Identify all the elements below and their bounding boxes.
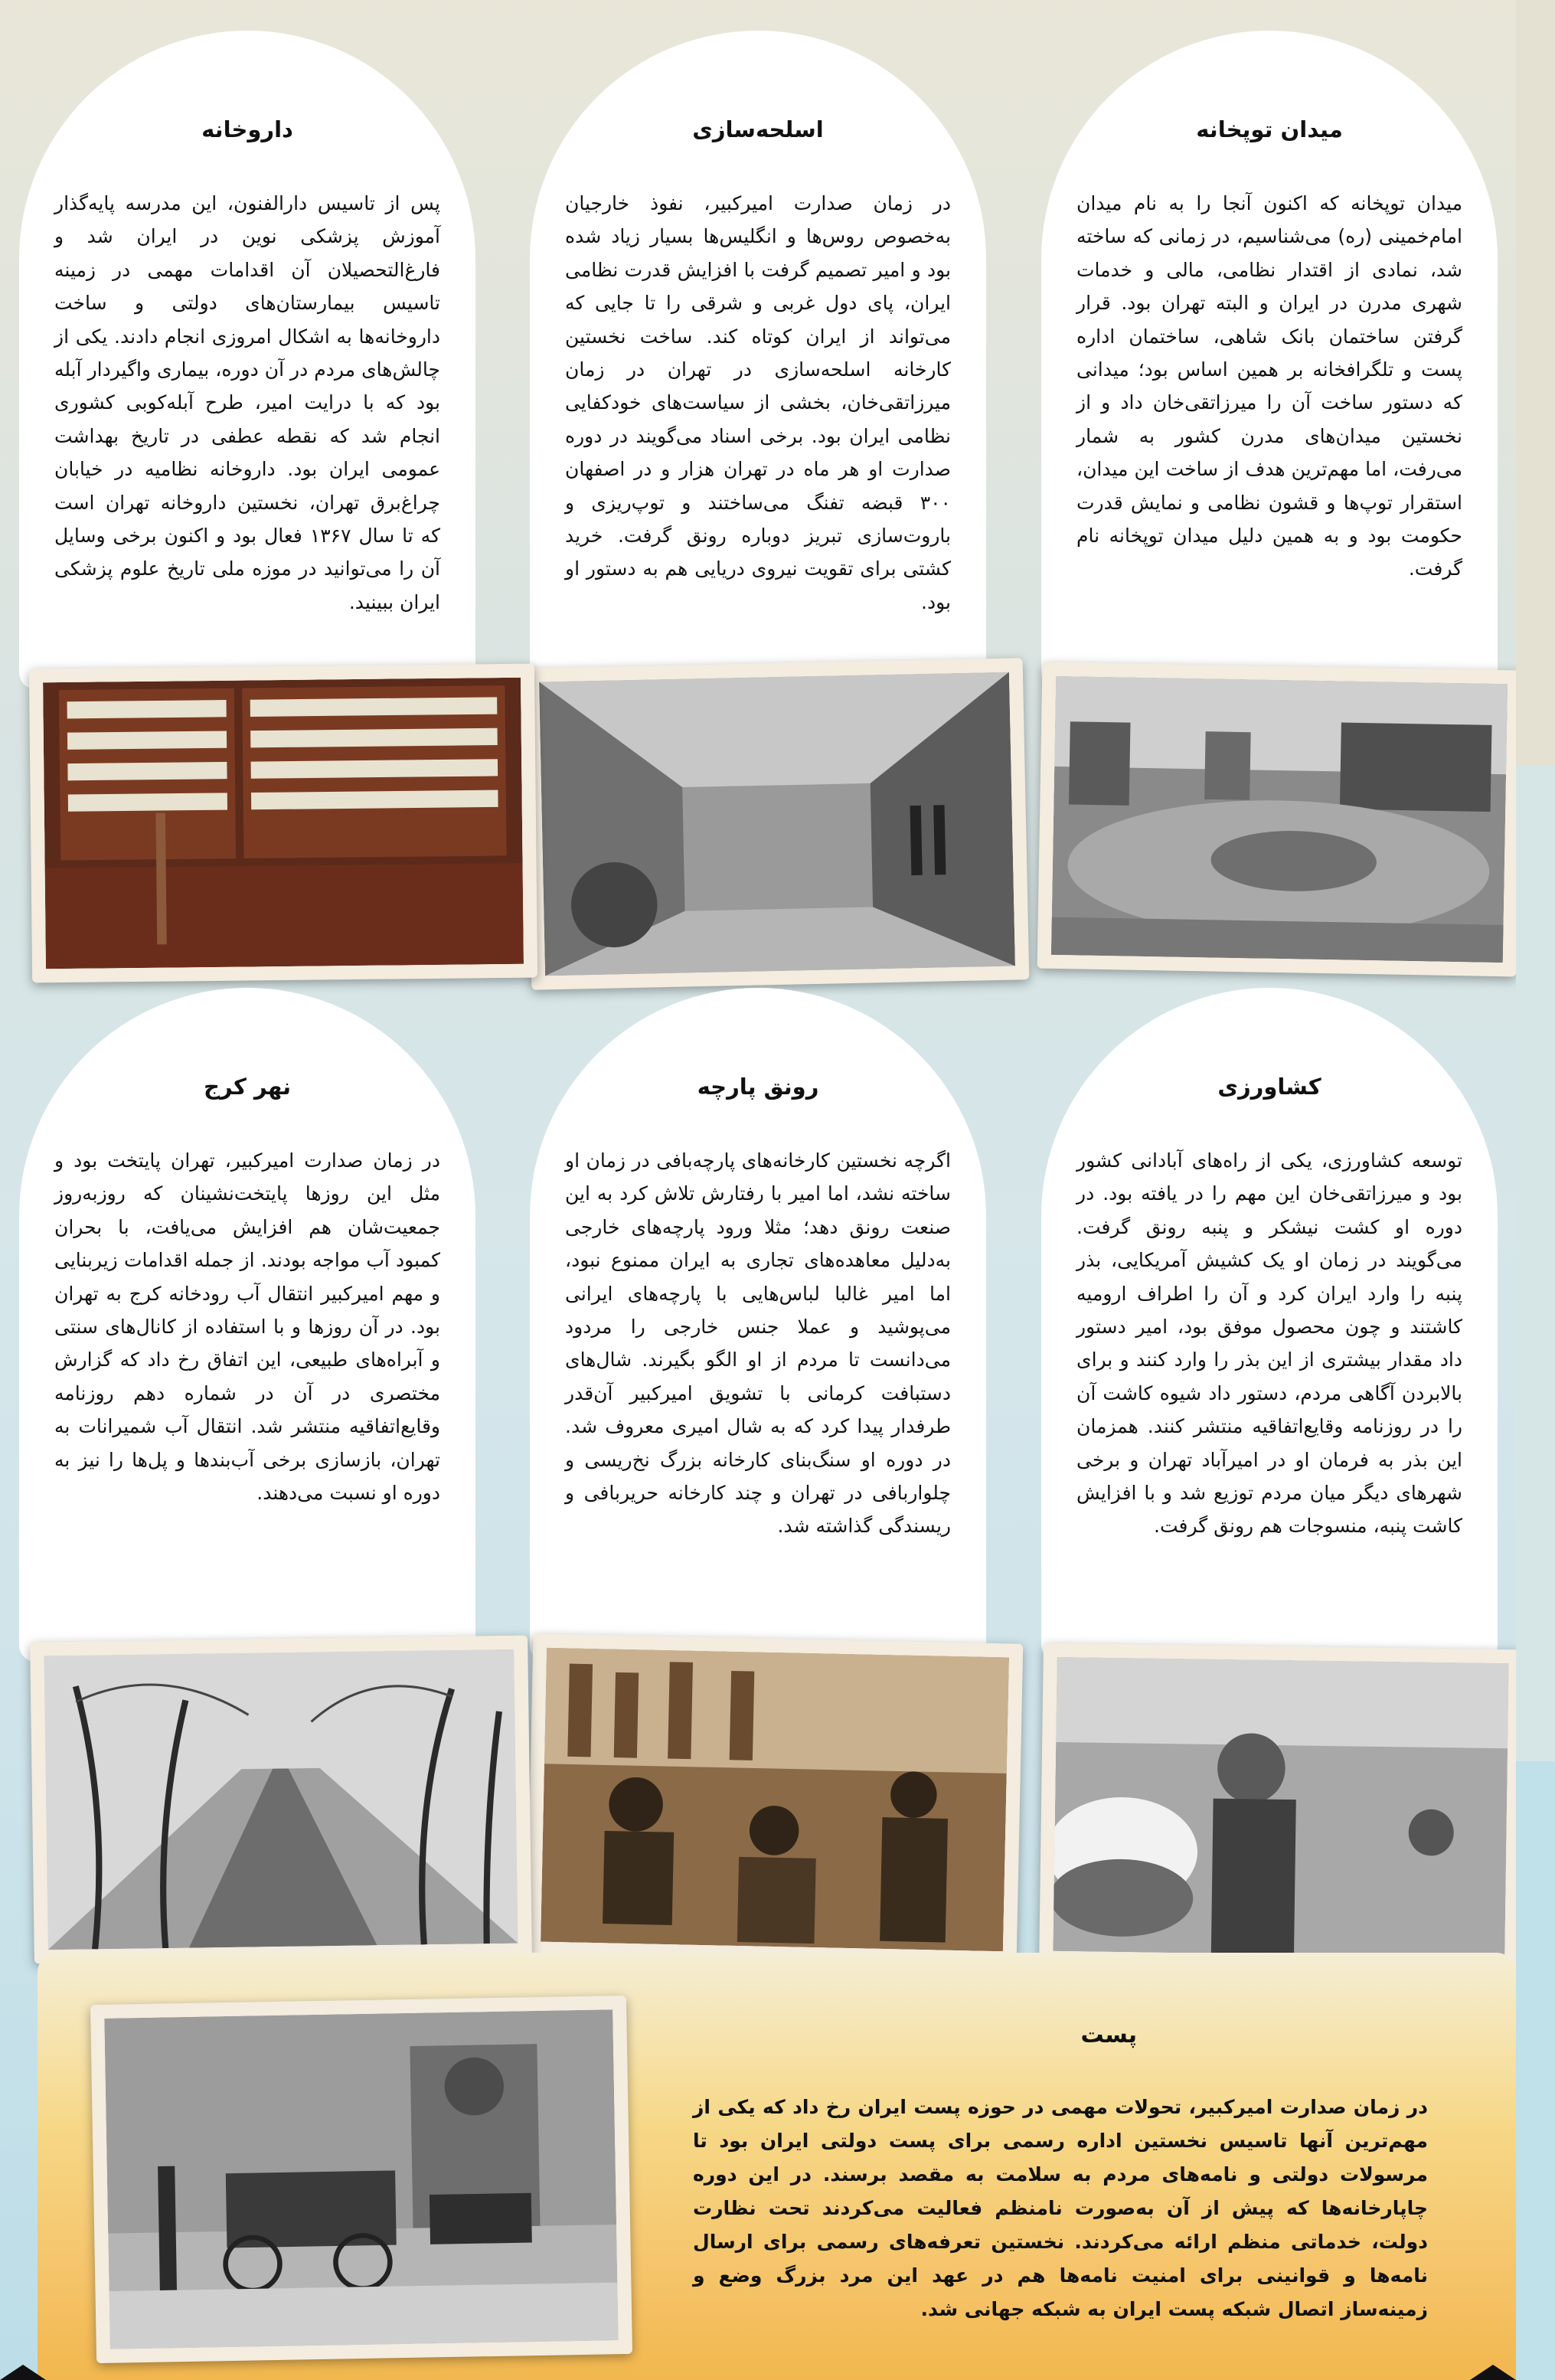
- card-body: در زمان صدارت امیرکبیر، تهران پایتخت بود و مثل این روزها پایتخت‌نشینان که روزبه‌روز جمعیت‌شان هم افزایش می‌یافت، با بحران کمبود آب مواجه بودند. از جمله اقدامات زیربنایی و مهم امیرکبیر انتقال آب رودخانه کرج به تهران بود. در آن روزها و با استفاده از کانال‌های سنتی و آبراه‌های طبیعی، این اتفاق رخ داد که گزارش مختصری در آن در شماره دهم روزنامه وقایع‌اتفاقیه منتشر شد. انتقال آب شمیرانات به تهران، بازسازی برخی آب‌بندها و پل‌ها را نیز به دوره او نسبت می‌دهند.: [54, 1149, 440, 1505]
- card-body: پس از تاسیس دارالفنون، این مدرسه پایه‌گذار آموزش پزشکی نوین در ایران شد و فارغ‌التحصیلان آن اقدامات مهمی در زمینه تاسیس بیمارستان‌های دولتی و ساخت داروخانه‌ها به اشکال امروزی انجام دادند. یکی از چالش‌های مردم در آن دوره، بیماری واگیردار آبله بود که با درایت امیر، طرح آبله‌کوبی کشوری انجام شد که نقطه عطفی در تاریخ بهداشت عمومی ایران بود. داروخانه نظامیه در خیابان چراغ‌برق تهران، نخستین داروخانه تهران است که تا سال ۱۳۶۷ فعال بود و اکنون برخی وسایل آن را می‌توانید در موزه ملی تاریخ علوم پزشکی ایران ببینید.: [54, 192, 440, 613]
- photo-aslahe-sazi: [525, 658, 1030, 990]
- square-photo-icon: [1051, 676, 1508, 963]
- card-ronagh-parche: [530, 988, 986, 1662]
- card-aslahe-sazi: [530, 31, 986, 689]
- card-nahr-karaj: [19, 988, 475, 1662]
- card-title: میدان توپخانه: [1196, 116, 1343, 142]
- photo-darukhane: [29, 664, 537, 983]
- photo-maydan-toopkhane: [1037, 662, 1516, 977]
- post-title: پست: [1080, 2022, 1137, 2048]
- photo-post: [90, 1996, 632, 2363]
- card-body: توسعه کشاورزی، یکی از راه‌های آبادانی کشور بود و میرزاتقی‌خان این مهم را در یافته بود. در دوره او کشت نیشکر و پنبه رونق گرفت. می‌گویند در زمان او یک کشیش آمریکایی، بذر پنبه را وارد ایران کرد و آن را اطراف ارومیه کاشتند و چون محصول موفق بود، امیر دستور داد مقدار بیشتری از این بذر را وارد کنند و برای بالابردن آگاهی مردم، دستور داد شیوه کاشت آن را در روزنامه وقایع‌اتفاقیه منتشر کنند. همزمان این بذر به فرمان او در امیرآباد تهران و برخی شهرهای دیگر میان مردم توزیع شد و با افزایش کاشت پنبه، منسوجات هم رونق گرفت.: [1076, 1149, 1462, 1538]
- photo-ronagh-parche: [527, 1633, 1024, 1965]
- post-body: در زمان صدارت امیرکبیر، تحولات مهمی در حوزه پست ایران رخ داد که یکی از مهم‌ترین آنها تاسیس نخستین اداره رسمی برای پست دولتی ایران بود تا مرسولات دولتی و نامه‌های مردم به سلامت به مقصد برسند. در این دوره چاپارخانه‌ها که پیش از آن به‌صورت نامنظم فعالیت می‌کردند تحت نظارت دولت، خدماتی منظم ارائه می‌کردند. نخستین تعرفه‌های رسمی برای ارسال نامه‌ها و قوانینی برای امنیت نامه‌ها هم در عهد این مرد بزرگ وضع و زمینه‌ساز اتصال شبکه پست ایران به شبکه جهانی شد.: [693, 2096, 1428, 2320]
- card-title: داروخانه: [201, 116, 293, 142]
- card-title: رونق پارچه: [697, 1074, 819, 1100]
- bottom-decor-icon: [0, 2365, 1516, 2380]
- card-body: میدان توپخانه که اکنون آنجا را به نام میدان امام‌خمینی (ره) می‌شناسیم، در زمانی که ساخته شد، نمادی از اقتدار نظامی، مالی و خدمات شهری مدرن در ایران و البته تهران بود. قرار گرفتن ساختمان بانک شاهی، ساختمان اداره پست و تلگرافخانه بر همین اساس بود؛ میدانی که دستور ساخت آن را میرزاتقی‌خان داد و از نخستین میدان‌های مدرن کشور به شمار می‌رفت، اما مهم‌ترین هدف از ساخت این میدان، استقرار توپ‌ها و قشون نظامی و نمایش قدرت حکومت بود و به همین دلیل میدان توپخانه نام گرفت.: [1076, 192, 1462, 580]
- carriage-photo-icon: [104, 2009, 618, 2349]
- photo-keshavarzi: [1039, 1643, 1516, 1972]
- card-body: اگرچه نخستین کارخانه‌های پارچه‌بافی در زمان او ساخته نشد، اما امیر با رفتارش تلاش کرد به این صنعت رونق دهد؛ مثلا ورود پارچه‌های خارجی به‌دلیل معاهده‌های تجاری به ایران ممنوع نبود، اما امیر غالبا لباس‌هایی با پارچه‌های ایرانی می‌پوشید و عملا جنس خارجی را مردود می‌دانست تا مردم از او الگو بگیرند. شال‌های دستبافت کرمانی با تشویق امیرکبیر آن‌قدر طرفدار پیدا کرد که به شال امیری معروف شد. در دوره او سنگ‌بنای کارخانه بزرگ نخ‌ریسی و چلواربافی در تهران و چند کارخانه حریربافی و ریسندگی گذاشته شد.: [565, 1149, 951, 1538]
- card-title: اسلحه‌سازی: [692, 116, 824, 142]
- card-title: نهر کرج: [204, 1074, 291, 1100]
- card-maydan-toopkhane: [1041, 31, 1498, 689]
- textile-photo-icon: [541, 1648, 1009, 1952]
- cotton-photo-icon: [1053, 1657, 1508, 1957]
- card-title: کشاورزی: [1217, 1074, 1321, 1100]
- side-strip: [1516, 0, 1555, 2380]
- card-keshavarzi: [1041, 988, 1498, 1662]
- arsenal-photo-icon: [539, 672, 1015, 976]
- pharmacy-photo-icon: [43, 678, 524, 969]
- card-body: در زمان صدارت امیرکبیر، نفوذ خارجیان به‌خصوص روس‌ها و انگلیس‌ها بسیار زیاد شده بود و امیر تصمیم گرفت با افزایش قدرت نظامی ایران، پای دول غربی و شرقی را تا جایی که می‌تواند از ایران کوتاه کند. ساخت نخستین کارخانه اسلحه‌سازی در تهران در زمان میرزاتقی‌خان، بخشی از سیاست‌های خودکفایی نظامی ایران بود. برخی اسناد می‌گویند در دوره صدارت او هر ماه در تهران هزار و در اصفهان ۳۰۰ قبضه تفنگ می‌ساختند و توپ‌ریزی و باروت‌سازی تبریز دوباره رونق گرفت. خرید کشتی برای تقویت نیروی دریایی هم به دستور او بود.: [565, 192, 951, 613]
- card-darukhane: [19, 31, 475, 689]
- canal-photo-icon: [44, 1649, 518, 1950]
- photo-nahr-karaj: [30, 1635, 532, 1963]
